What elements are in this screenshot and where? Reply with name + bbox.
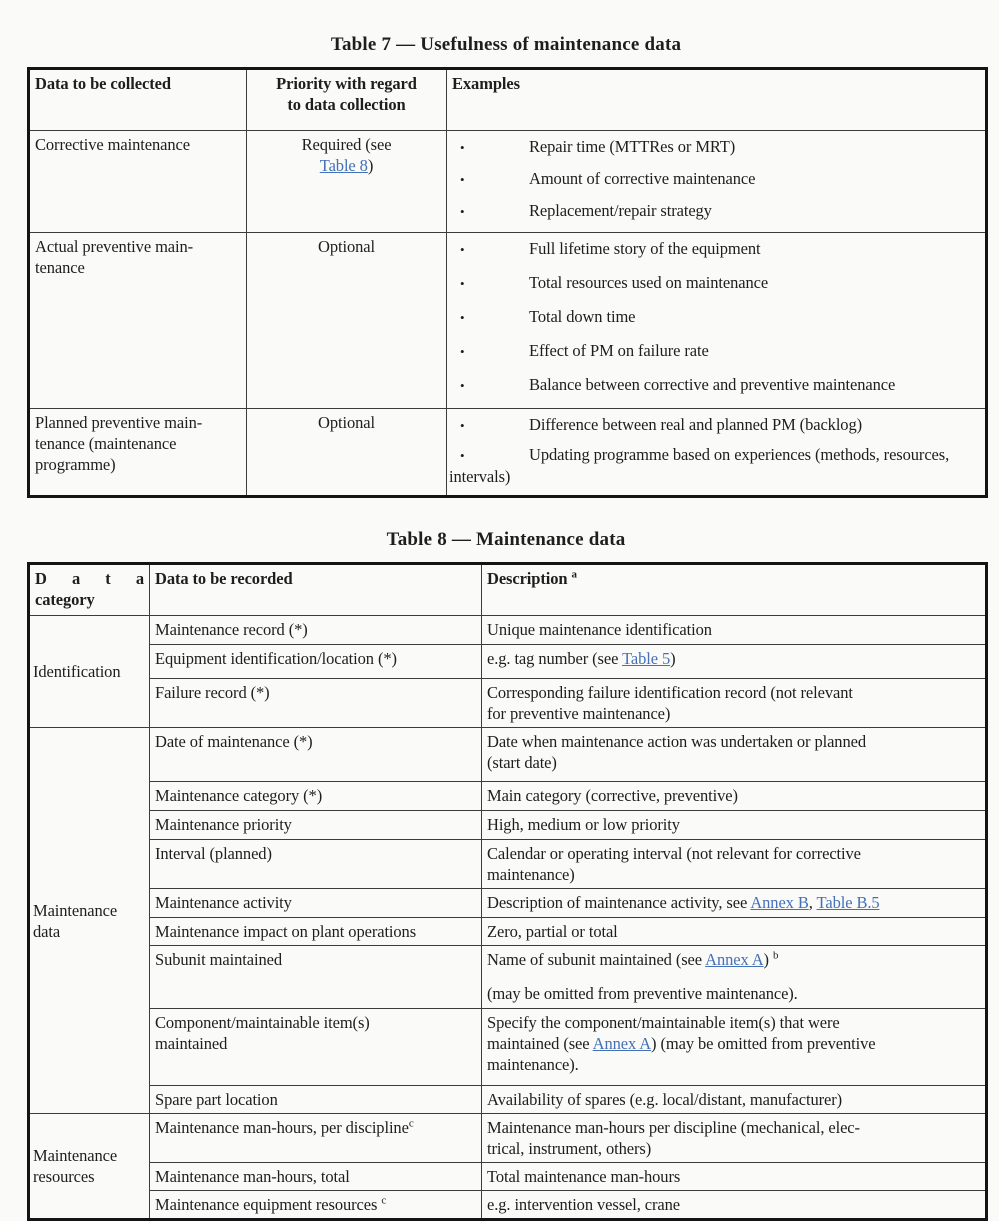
paragraph (487, 682, 980, 724)
cell-examples (447, 131, 987, 233)
table-row (29, 889, 987, 918)
table-row (29, 811, 987, 840)
cell-collected: Corrective maintenance (29, 131, 247, 233)
bullet-icon: • (460, 344, 465, 359)
paragraph (35, 412, 241, 475)
text-segment: tenance (35, 258, 85, 277)
cell-description (482, 728, 987, 782)
text-segment: to data collection (287, 95, 406, 114)
cell-examples (447, 409, 987, 497)
cell-description: Zero, partial or total (482, 918, 987, 946)
table-b5-link[interactable]: Table B.5 (816, 893, 880, 912)
table-row (29, 728, 987, 782)
example-item (449, 136, 983, 158)
text-segment: Priority with regard (276, 74, 417, 93)
cell-recorded: Failure record (*) (150, 679, 482, 728)
header-data-category-line1: D a t a (35, 569, 144, 588)
text-segment: Specify the component/maintainable item(s) that were (487, 1013, 840, 1032)
paragraph (35, 236, 241, 278)
bullet-icon: • (460, 172, 465, 187)
cell-recorded: Equipment identification/location (*) (150, 645, 482, 679)
bullet-icon: • (460, 448, 465, 463)
header-data-to-be-recorded: Data to be recorded (150, 564, 482, 616)
table-row (29, 1009, 987, 1086)
text-segment: ) (367, 156, 374, 175)
cell-collected (29, 233, 247, 409)
text-segment: Date when maintenance action was undertaken or planned (487, 732, 866, 751)
text-segment: Maintenance man-hours per discipline (mechanical, elec- (487, 1118, 860, 1137)
cell-description: e.g. intervention vessel, crane (482, 1191, 987, 1220)
example-item (449, 374, 983, 396)
paragraph (487, 949, 980, 970)
example-text: Total down time (529, 307, 636, 326)
table-row (29, 946, 987, 1009)
superscript-note: c (381, 1194, 387, 1207)
cell-examples (447, 233, 987, 409)
text-segment: Planned preventive main- (35, 413, 203, 432)
table-row (29, 1163, 987, 1191)
text-segment: maintained (see (487, 1034, 593, 1053)
cell-recorded: Spare part location (150, 1086, 482, 1114)
text-segment: (may be omitted from preventive maintenance). (487, 984, 798, 1003)
paragraph (155, 1012, 476, 1054)
text-segment: Maintenance man-hours, per discipline (155, 1118, 409, 1137)
cell-description (482, 840, 987, 889)
example-text: Amount of corrective maintenance (529, 169, 756, 188)
paragraph (487, 568, 980, 589)
bullet-icon: • (460, 242, 465, 257)
bullet-icon: • (460, 140, 465, 155)
text-segment: Maintenance (33, 900, 118, 920)
cell-recorded: Maintenance impact on plant operations (150, 918, 482, 946)
annex-b-link[interactable]: Annex B (750, 893, 809, 912)
cell-recorded (150, 1009, 482, 1086)
text-segment: resources (33, 1167, 95, 1186)
cell-recorded: Maintenance activity (150, 889, 482, 918)
example-text: Repair time (MTTRes or MRT) (529, 137, 736, 156)
example-text: Total resources used on maintenance (529, 273, 769, 292)
text-segment: Corresponding failure identification record (not relevant (487, 683, 853, 702)
example-item (449, 340, 983, 362)
table-row (29, 131, 987, 233)
example-item (449, 272, 983, 294)
example-text: Balance between corrective and preventive maintenance (529, 375, 896, 394)
header-data-category (29, 564, 150, 616)
paragraph (487, 648, 980, 669)
cell-description (482, 1114, 987, 1163)
table-8-title: Table 8 — Maintenance data (386, 529, 626, 550)
table-row (29, 409, 987, 497)
bullet-icon: • (460, 276, 465, 291)
text-segment: Maintenance equipment resources (155, 1195, 382, 1214)
cell-description: High, medium or low priority (482, 811, 987, 840)
text-segment: Actual preventive main- (35, 237, 194, 256)
text-segment: tenance (maintenance (35, 434, 177, 453)
superscript-note: c (408, 1117, 414, 1130)
paragraph (487, 731, 980, 773)
cell-recorded: Maintenance priority (150, 811, 482, 840)
text-segment: e.g. tag number (see (487, 649, 623, 668)
paragraph (487, 892, 980, 913)
cell-description (482, 1009, 987, 1086)
cell-recorded: Maintenance man-hours, total (150, 1163, 482, 1191)
paragraph (487, 983, 980, 1004)
example-item (449, 306, 983, 328)
bullet-icon: • (460, 310, 465, 325)
cell-description: Main category (corrective, preventive) (482, 782, 987, 811)
cell-priority: Optional (247, 409, 447, 497)
cell-recorded (150, 1114, 482, 1163)
cell-category-maintenance-resources (29, 1114, 150, 1220)
paragraph (487, 843, 980, 885)
header-description (482, 564, 987, 616)
text-segment: trical, instrument, others) (487, 1139, 652, 1158)
text-segment: maintenance) (487, 865, 575, 884)
table-row (29, 918, 987, 946)
table-row (29, 1114, 987, 1163)
table-8 (27, 562, 988, 1221)
example-text: Effect of PM on failure rate (529, 341, 709, 360)
cell-description (482, 679, 987, 728)
paragraph (33, 900, 147, 942)
cell-description (482, 889, 987, 918)
text-segment: data (33, 921, 61, 941)
text-segment: Description (487, 569, 572, 588)
cell-description (482, 645, 987, 679)
example-text: Updating programme based on experiences (methods, resources, intervals) (449, 445, 950, 486)
header-data-to-be-collected: Data to be collected (29, 69, 247, 131)
text-segment: ) (670, 649, 676, 668)
example-text: Replacement/repair strategy (529, 201, 712, 220)
paragraph (487, 1012, 980, 1075)
cell-priority (247, 131, 447, 233)
cell-category-identification: Identification (29, 616, 150, 728)
header-data-category-line2: category (35, 590, 95, 609)
bullet-icon: • (460, 378, 465, 393)
example-text: Full lifetime story of the equipment (529, 239, 761, 258)
bullet-icon: • (460, 204, 465, 219)
table-row (29, 840, 987, 889)
text-segment: Description of maintenance activity, see (487, 893, 751, 912)
cell-recorded: Interval (planned) (150, 840, 482, 889)
cell-priority: Optional (247, 233, 447, 409)
cell-recorded: Maintenance record (*) (150, 616, 482, 645)
table-row (29, 782, 987, 811)
text-segment: Calendar or operating interval (not relevant for corrective (487, 844, 861, 863)
cell-recorded (150, 1191, 482, 1220)
header-examples: Examples (447, 69, 987, 131)
text-segment: Maintenance (33, 1146, 118, 1165)
example-item (449, 444, 983, 487)
paragraph (33, 1145, 147, 1187)
paragraph (155, 1194, 476, 1215)
cell-recorded: Maintenance category (*) (150, 782, 482, 811)
cell-description: Availability of spares (e.g. local/distant, manufacturer) (482, 1086, 987, 1114)
cell-category-maintenance-data (29, 728, 150, 1114)
table-row (29, 1191, 987, 1220)
text-segment: for preventive maintenance) (487, 704, 671, 723)
table-row (29, 1086, 987, 1114)
paragraph (252, 134, 441, 176)
table-row (29, 564, 987, 616)
cell-description: Total maintenance man-hours (482, 1163, 987, 1191)
table-8-link[interactable]: Table 8 (319, 156, 368, 175)
text-segment: programme) (35, 455, 116, 474)
header-priority (247, 69, 447, 131)
superscript-note: a (571, 568, 577, 581)
text-segment: Component/maintainable item(s) (155, 1013, 370, 1032)
superscript-note: b (772, 949, 779, 962)
text-segment: maintenance). (487, 1055, 579, 1074)
cell-recorded: Subunit maintained (150, 946, 482, 1009)
table-7 (27, 67, 988, 498)
table-row (29, 69, 987, 131)
cell-recorded: Date of maintenance (*) (150, 728, 482, 782)
table-row (29, 645, 987, 679)
example-item (449, 168, 983, 190)
text-segment: Name of subunit maintained (see (487, 950, 706, 969)
table-row (29, 679, 987, 728)
cell-description (482, 946, 987, 1009)
text-segment: ) (may be omitted from preventive (651, 1034, 876, 1053)
annex-a-link-2[interactable]: Annex A (592, 1034, 652, 1053)
example-item (449, 238, 983, 260)
text-segment: Required (see (301, 135, 392, 154)
table-row (29, 616, 987, 645)
text-segment: (start date) (487, 753, 557, 772)
example-text: Difference between real and planned PM (backlog) (529, 415, 862, 434)
example-item (449, 414, 983, 436)
paragraph (487, 1117, 980, 1159)
text-segment: , (808, 893, 817, 912)
paragraph (155, 1117, 476, 1138)
bullet-icon: • (460, 418, 465, 433)
cell-collected (29, 409, 247, 497)
table-row (29, 233, 987, 409)
table-7-title: Table 7 — Usefulness of maintenance data (330, 34, 682, 55)
table-5-link[interactable]: Table 5 (622, 649, 671, 668)
text-segment: maintained (155, 1034, 228, 1053)
example-item (449, 200, 983, 222)
text-segment: ) (763, 950, 773, 969)
cell-description: Unique maintenance identification (482, 616, 987, 645)
paragraph (252, 73, 441, 115)
annex-a-link[interactable]: Annex A (705, 950, 764, 969)
